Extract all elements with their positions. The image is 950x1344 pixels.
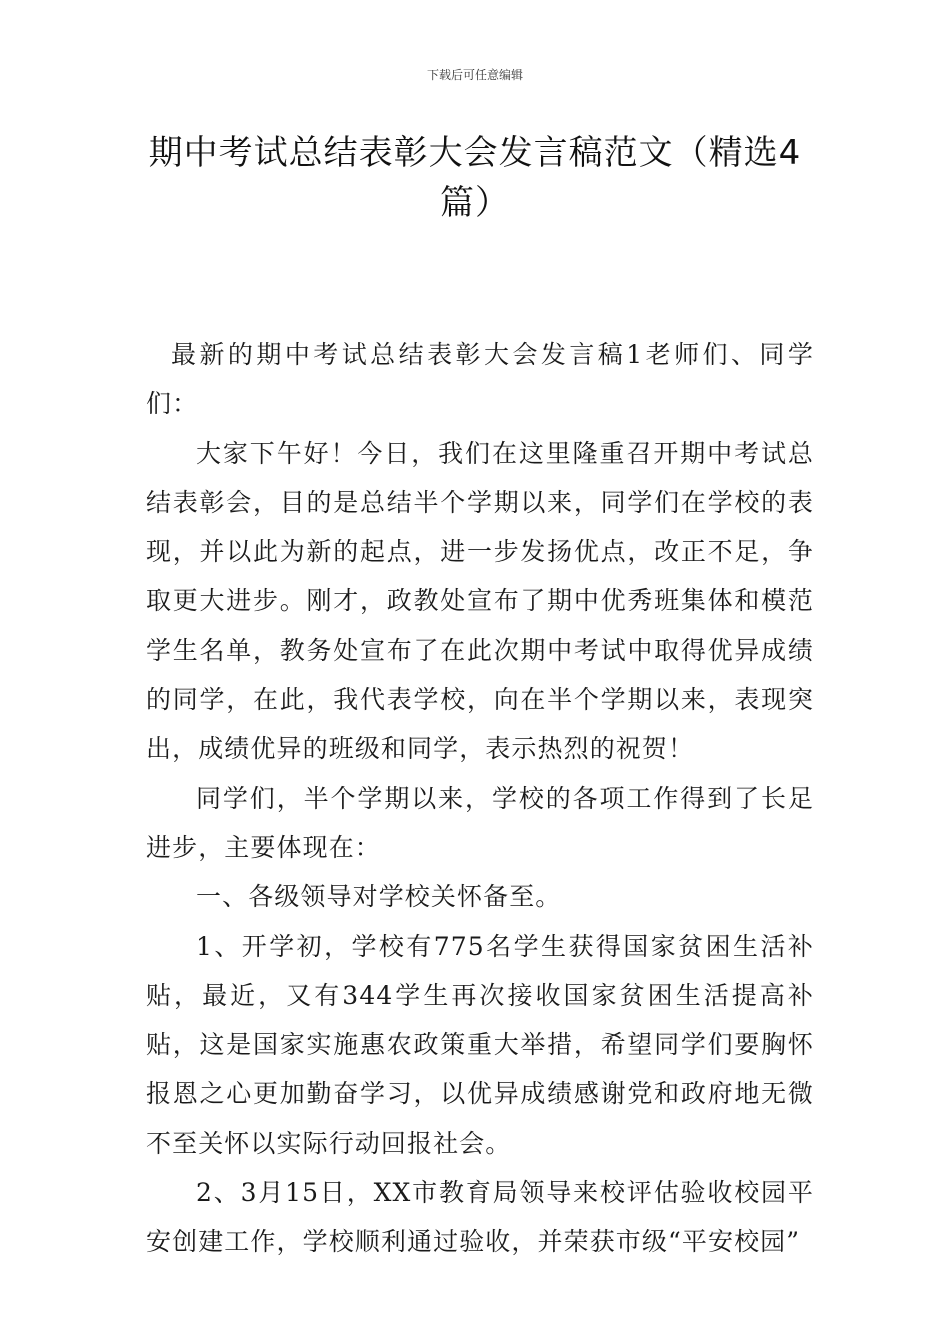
paragraph: 1、开学初，学校有775名学生获得国家贫困生活补贴，最近，又有344学生再次接收国家贫困生活提高补贴，这是国家实施惠农政策重大举措，希望同学们要胸怀报恩之心更加勤奋学习，以优异成绩感谢党和政府地无微不至关怀以实际行动回报社会。	[146, 931, 814, 1158]
document-body	[146, 330, 814, 1267]
paragraph-intro: 最新的期中考试总结表彰大会发言稿1老师们、同学们：	[146, 340, 814, 419]
section-heading: 一、各级领导对学校关怀备至。	[196, 882, 562, 912]
header-note: 下载后可任意编辑	[426, 68, 523, 82]
document-title: 期中考试总结表彰大会发言稿范文（精选4篇）	[148, 133, 802, 223]
paragraph: 2、3月15日，XX市教育局领导来校评估验收校园平安创建工作，学校顺利通过验收，并荣获市级“平安校园”	[146, 1178, 814, 1257]
paragraph: 大家下午好！今日，我们在这里隆重召开期中考试总结表彰会，目的是总结半个学期以来，同学们在学校的表现，并以此为新的起点，进一步发扬优点，改正不足，争取更大进步。刚才，政教处宣布了期中优秀班集体和模范学生名单，教务处宣布了在此次期中考试中取得优异成绩的同学，在此，我代表学校，向在半个学期以来，表现突出，成绩优异的班级和同学，表示热烈的祝贺！	[146, 438, 814, 764]
paragraph: 同学们，半个学期以来，学校的各项工作得到了长足进步，主要体现在：	[146, 783, 814, 862]
